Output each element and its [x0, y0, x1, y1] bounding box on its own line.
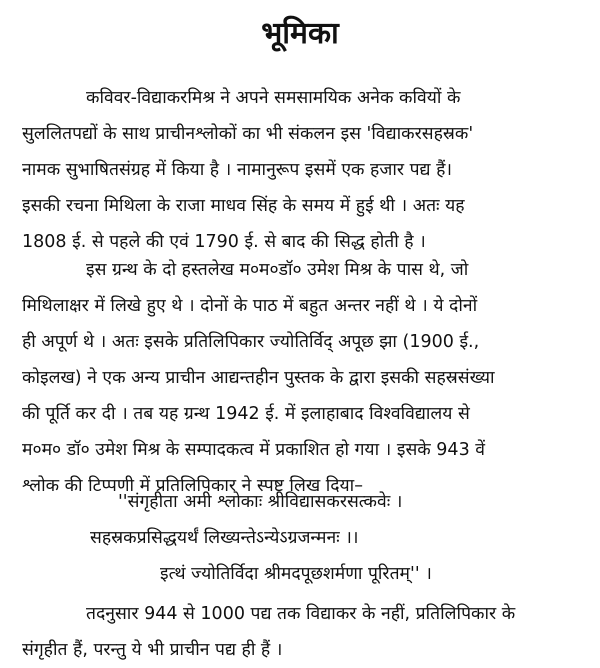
text-line: की पूर्ति कर दी । तब यह ग्रन्थ 1942 ई. में इलाहाबाद विश्वविद्यालय से	[22, 404, 470, 424]
paragraph-1	[22, 80, 584, 260]
text-line: 1808 ई. से पहले की एवं 1790 ई. से बाद की सिद्ध होती है ।	[22, 232, 426, 252]
text-line: नामक सुभाषितसंग्रह में किया है । नामानुरूप इसमें एक हजार पद्य हैं।	[22, 160, 453, 180]
text-line: कविवर-विद्याकरमिश्र ने अपने समसामयिक अनेक कवियों के	[86, 88, 461, 108]
text-line: इस ग्रन्थ के दो हस्तलेख म०म०डॉ० उमेश मिश्र के पास थे, जो	[86, 260, 469, 280]
text-line: इसकी रचना मिथिला के राजा माधव सिंह के समय में हुई थी । अतः यह	[22, 196, 465, 216]
text-line: तदनुसार 944 से 1000 पद्य तक विद्याकर के नहीं, प्रतिलिपिकार के	[86, 604, 516, 624]
page-title: भूमिका	[261, 16, 339, 51]
verse-line: ''संगृहीता अमी श्लोकाः श्रीविद्यासकरसत्कवेः ।	[118, 492, 403, 512]
text-line: म०म० डॉ० उमेश मिश्र के सम्पादकत्व में प्रकाशित हो गया । इसके 943 वें	[22, 440, 485, 460]
text-line: श्लोक की टिप्पणी में प्रतिलिपिकार ने स्पष्ट लिख दिया–	[22, 476, 363, 496]
text-line: सुललितपद्यों के साथ प्राचीनश्लोकों का भी संकलन इस 'विद्याकरसहस्रक'	[22, 124, 474, 144]
text-line: ही अपूर्ण थे । अतः इसके प्रतिलिपिकार ज्योतिर्विद् अपूछ झा (1900 ई.,	[22, 332, 480, 352]
text-line: मिथिलाक्षर में लिखे हुए थे । दोनों के पाठ में बहुत अन्तर नहीं थे । ये दोनों	[22, 296, 478, 316]
text-line: कोइलख) ने एक अन्य प्राचीन आद्यन्तहीन पुस्तक के द्वारा इसकी सहस्रसंख्या	[22, 368, 495, 388]
paragraph-3	[22, 596, 584, 668]
text-line: संगृहीत हैं, परन्तु ये भी प्राचीन पद्य ही हैं ।	[22, 640, 283, 660]
verse-line: सहस्रकप्रसिद्धयर्थं लिख्यन्तेऽन्येऽग्रजन्मनः ।।	[90, 528, 359, 548]
verse-line: इत्थं ज्योतिर्विदा श्रीमदपूछशर्मणा पूरितम्'' ।	[160, 564, 432, 584]
paragraph-2	[22, 252, 584, 504]
